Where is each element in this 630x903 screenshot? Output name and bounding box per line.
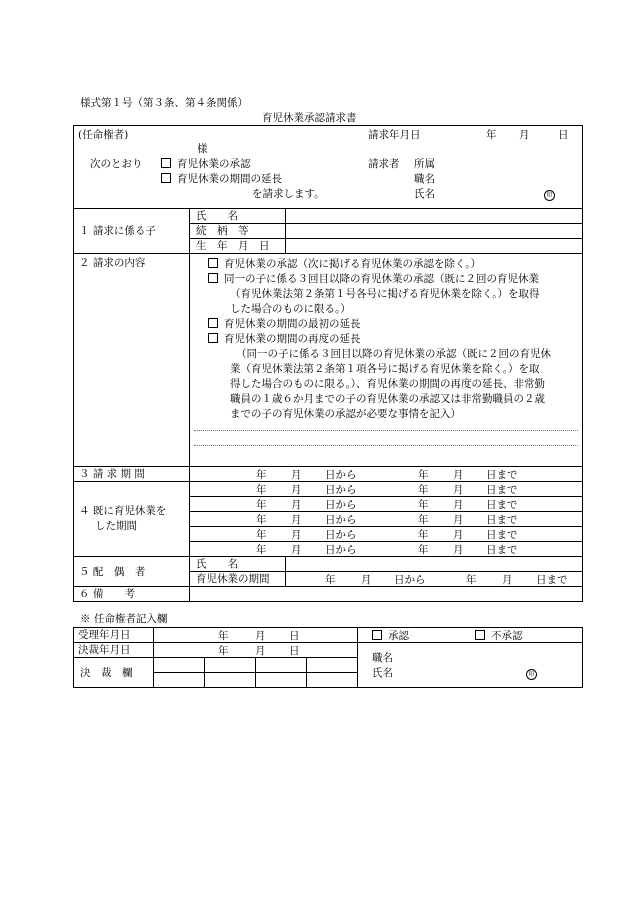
checkbox-extension[interactable] bbox=[161, 173, 171, 183]
past-period-row[interactable]: 年 月 日から 年 月 日まで bbox=[190, 512, 583, 527]
request-period-row[interactable] bbox=[190, 467, 583, 482]
checkbox-second-extension[interactable] bbox=[208, 333, 218, 343]
form-number: 様式第１号（第３条、第４条関係） bbox=[80, 97, 248, 109]
section6-label: ６ 備 考 bbox=[74, 587, 190, 602]
decision-stamp-cell[interactable] bbox=[154, 673, 205, 688]
reason-line-2[interactable] bbox=[194, 445, 578, 446]
period-year-end: 年 bbox=[418, 469, 429, 481]
header-box bbox=[74, 126, 583, 209]
section3-label: ３ 請 求 期 間 bbox=[74, 467, 190, 482]
decision-stamp-cell[interactable] bbox=[205, 658, 256, 673]
name-label: 氏名 bbox=[414, 188, 435, 200]
request-date-label: 請求年月日 bbox=[368, 129, 421, 141]
approval-choice[interactable] bbox=[358, 628, 583, 643]
checkbox-approval[interactable] bbox=[161, 158, 171, 168]
period-month: 月 bbox=[291, 469, 302, 481]
disapprove-option[interactable]: 不承認 bbox=[475, 630, 523, 642]
period-month-end: 月 bbox=[453, 469, 464, 481]
reason-line-1[interactable] bbox=[194, 430, 578, 431]
authority-section-title: ※ 任命権者記入欄 bbox=[80, 613, 168, 625]
child-birthdate-label: 生 年 月 日 bbox=[190, 239, 286, 254]
approve-option[interactable]: 承認 bbox=[372, 630, 409, 642]
section4-label-line2: した期間 bbox=[95, 520, 137, 532]
checkbox-content-approval[interactable] bbox=[208, 258, 218, 268]
section2-label: ２ 請求の内容 bbox=[74, 254, 190, 467]
decision-stamp-cell[interactable] bbox=[307, 658, 358, 673]
checkbox-first-extension[interactable] bbox=[208, 318, 218, 328]
content-note-line5: までの子の育児休業の承認が必要な事情を記入） bbox=[230, 408, 461, 420]
child-name-field[interactable] bbox=[286, 209, 583, 224]
section4-label-line1: ４ 既に育児休業を bbox=[79, 505, 167, 517]
approver-name-label: 氏名 bbox=[372, 667, 393, 679]
option-extension[interactable]: 育児休業の期間の延長 bbox=[161, 173, 282, 185]
content-option-approval[interactable]: 育児休業の承認（次に掲げる育児休業の承認を除く。） bbox=[208, 258, 481, 270]
remarks-field[interactable] bbox=[190, 587, 583, 602]
content-option-third[interactable]: 同一の子に係る３回目以降の育児休業の承認（既に２回の育児休業 bbox=[208, 273, 539, 285]
content-note-line4: 職員の１歳６か月までの子の育児休業の承認又は非常勤職員の２歳 bbox=[230, 393, 545, 405]
approver-box bbox=[358, 643, 583, 688]
section4-label bbox=[74, 482, 190, 557]
main-form-table bbox=[73, 125, 583, 602]
authority-table bbox=[73, 627, 583, 688]
decision-stamp-cell[interactable] bbox=[256, 658, 307, 673]
approver-position-label: 職名 bbox=[372, 652, 393, 664]
content-option-first-extension[interactable]: 育児休業の期間の最初の延長 bbox=[208, 318, 361, 330]
authority-label: (任命権者) bbox=[78, 129, 129, 141]
spouse-period-row[interactable]: 年 月 日から 年 月 日まで bbox=[286, 572, 583, 587]
receipt-date-label: 受理年月日 bbox=[74, 628, 154, 643]
past-period-row[interactable]: 年 月 日から 年 月 日まで bbox=[190, 542, 583, 557]
past-period-row[interactable]: 年 月 日から 年 月 日まで bbox=[190, 482, 583, 497]
checkbox-disapprove[interactable] bbox=[475, 630, 485, 640]
child-relationship-label: 続 柄 等 bbox=[190, 224, 286, 239]
position-label: 職名 bbox=[414, 173, 435, 185]
approver-seal: 印 bbox=[526, 669, 537, 680]
decision-date-field[interactable]: 年 月 日 bbox=[154, 643, 358, 658]
receipt-date-field[interactable]: 年 月 日 bbox=[154, 628, 358, 643]
child-birthdate-field[interactable] bbox=[286, 239, 583, 254]
child-name-label: 氏 名 bbox=[190, 209, 286, 224]
decision-stamp-cell[interactable] bbox=[307, 673, 358, 688]
request-text: を請求します。 bbox=[252, 188, 325, 200]
decision-column-label: 決 裁 欄 bbox=[74, 658, 154, 688]
child-relationship-field[interactable] bbox=[286, 224, 583, 239]
section2-content bbox=[190, 254, 583, 467]
affiliation-label: 所属 bbox=[414, 158, 435, 170]
content-note-line2: 業（育児休業法第２条第１項各号に掲げる育児休業を除く。）を取 bbox=[230, 363, 540, 375]
content-note-line3: 得した場合のものに限る。）、育児休業の期間の再度の延長、非常勤 bbox=[230, 378, 545, 390]
seal-mark: 印 bbox=[544, 190, 555, 201]
section1-label: １ 請求に係る子 bbox=[74, 209, 190, 254]
past-period-row[interactable]: 年 月 日から 年 月 日まで bbox=[190, 527, 583, 542]
decision-date-label: 決裁年月日 bbox=[74, 643, 154, 658]
intro-text: 次のとおり bbox=[90, 158, 143, 170]
period-year: 年 bbox=[256, 469, 267, 481]
period-from: 日から bbox=[325, 469, 357, 481]
decision-stamp-cell[interactable] bbox=[205, 673, 256, 688]
request-month[interactable]: 月 bbox=[519, 129, 530, 141]
sama-label: 様 bbox=[197, 143, 208, 155]
request-year[interactable]: 年 bbox=[486, 129, 497, 141]
requester-label: 請求者 bbox=[368, 158, 400, 170]
request-day[interactable]: 日 bbox=[558, 129, 569, 141]
content-option-second-extension[interactable]: 育児休業の期間の再度の延長 bbox=[208, 333, 361, 345]
content-option-third-line2: （育児休業法第２条第１号各号に掲げる育児休業を除く。）を取得 bbox=[230, 288, 540, 300]
spouse-name-field[interactable] bbox=[286, 557, 583, 572]
past-period-row[interactable]: 年 月 日から 年 月 日まで bbox=[190, 497, 583, 512]
checkbox-content-third[interactable] bbox=[208, 273, 218, 283]
option-approval[interactable]: 育児休業の承認 bbox=[161, 158, 251, 170]
form-title: 育児休業承認請求書 bbox=[262, 112, 357, 124]
section5-label: ５ 配 偶 者 bbox=[74, 557, 190, 587]
spouse-childcare-label: 育児休業の期間 bbox=[190, 572, 286, 587]
decision-stamp-cell[interactable] bbox=[154, 658, 205, 673]
spouse-name-label: 氏 名 bbox=[190, 557, 286, 572]
content-note-line1: （同一の子に係る３回目以降の育児休業の承認（既に２回の育児休 bbox=[236, 348, 551, 360]
decision-stamp-cell[interactable] bbox=[256, 673, 307, 688]
period-until: 日まで bbox=[486, 469, 518, 481]
content-option-third-line3: した場合のものに限る。） bbox=[230, 303, 351, 315]
checkbox-approve[interactable] bbox=[372, 630, 382, 640]
